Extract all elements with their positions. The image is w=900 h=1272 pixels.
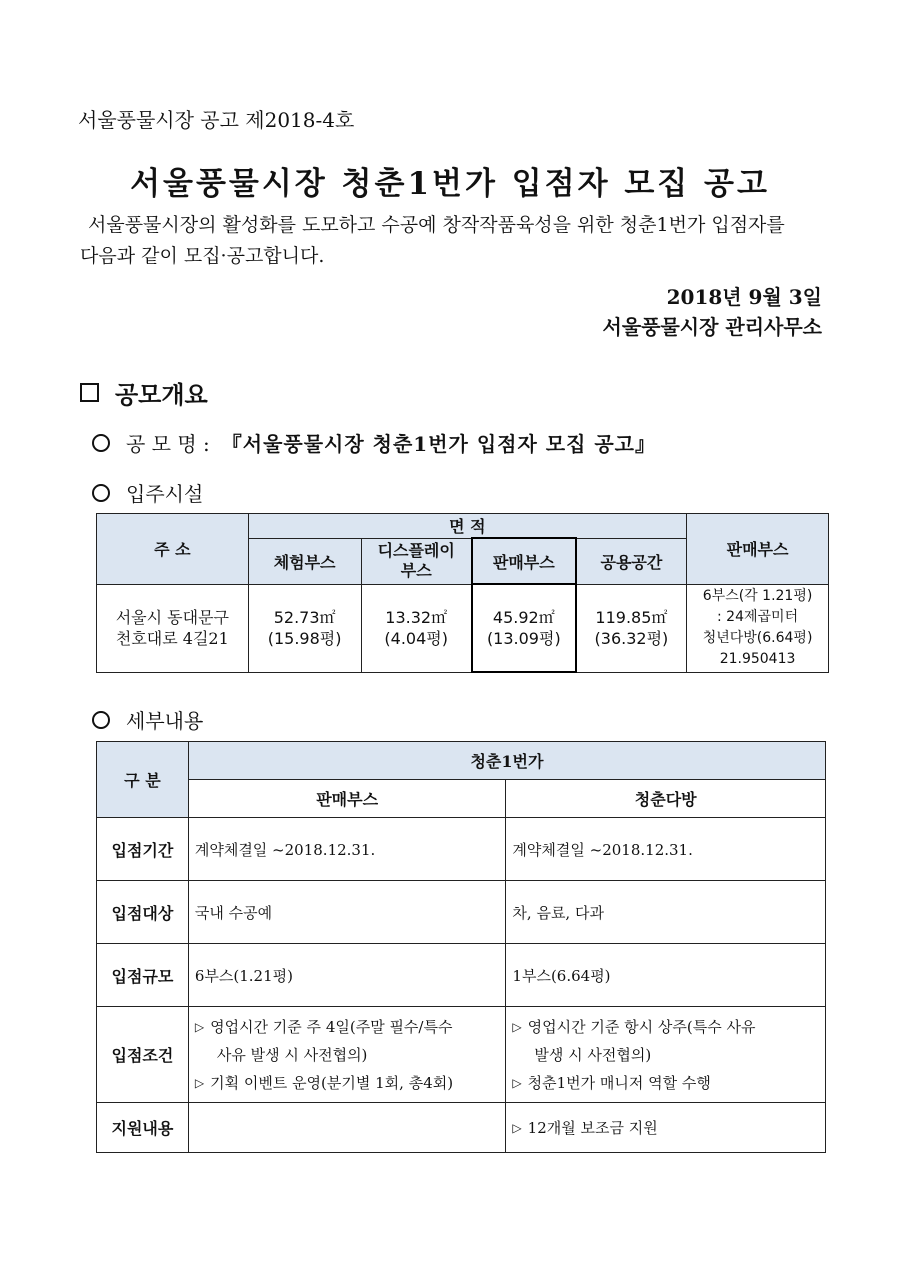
row-label: 입점조건 (97, 1007, 189, 1103)
cafe-period: 계약체결일 ~2018.12.31. (506, 818, 826, 881)
condition-item (195, 1013, 506, 1041)
condition-text: 영업시간 기준 주 4일(주말 필수/특수 (210, 1017, 453, 1036)
area-sqm: 13.32㎡ (385, 608, 448, 627)
circle-bullet-icon (92, 434, 110, 452)
category-header: 구 분 (97, 742, 189, 818)
intro-line-1: 서울풍물시장의 활성화를 도모하고 수공예 창작작품육성을 위한 청춘1번가 입점자를 (88, 214, 785, 236)
address-cell (97, 584, 249, 672)
contest-label: 공 모 명 : (126, 432, 210, 456)
facility-label: 입주시설 (126, 482, 204, 506)
area-experience (248, 584, 361, 672)
area-display (361, 584, 472, 672)
booth-line: 청년다방(6.64평) (702, 630, 813, 646)
facility-row (92, 478, 203, 507)
condition-text: 사유 발생 시 사전협의) (216, 1045, 368, 1064)
section-heading-text: 공모개요 (115, 380, 208, 409)
area-pyeong: (15.98평) (267, 629, 342, 648)
area-sales (472, 584, 576, 672)
booth-line: 6부스(각 1.21평) (702, 588, 813, 604)
detail-table (96, 741, 826, 1153)
announcement-date: 2018년 9월 3일 (666, 285, 822, 309)
condition-text: 영업시간 기준 항시 상주(특수 사유 (527, 1017, 756, 1036)
area-sqm: 52.73㎡ (273, 608, 336, 627)
circle-bullet-icon (92, 484, 110, 502)
row-label: 입점기간 (97, 818, 189, 881)
area-pyeong: (13.09평) (486, 629, 561, 648)
booth-detail (687, 584, 829, 672)
sales-period: 계약체결일 ~2018.12.31. (188, 818, 506, 881)
area-col-display: 디스플레이 부스 (361, 538, 472, 584)
triangle-bullet-icon: ▷ (512, 1075, 522, 1090)
cafe-support (506, 1103, 826, 1153)
col-header-cafe: 청춘다방 (506, 780, 826, 818)
condition-item (512, 1013, 825, 1041)
triangle-bullet-icon: ▷ (194, 1075, 205, 1090)
cafe-target: 차, 음료, 다과 (506, 881, 826, 944)
area-pyeong: (4.04평) (384, 629, 448, 648)
intro-line-2: 다음과 같이 모집·공고합니다. (80, 245, 325, 267)
detail-label: 세부내용 (126, 709, 204, 733)
area-common (576, 584, 687, 672)
address-line: 천호대로 4길21 (115, 629, 229, 648)
booth-header: 판매부스 (687, 514, 829, 585)
area-col-common: 공용공간 (576, 538, 687, 584)
support-item (512, 1114, 825, 1142)
booth-line: : 24제곱미터 (717, 609, 799, 625)
address-line: 서울시 동대문구 (115, 608, 229, 627)
intro-paragraph (80, 210, 830, 272)
condition-item (512, 1069, 825, 1097)
section-heading (80, 375, 208, 410)
sales-support (188, 1103, 506, 1153)
contest-name: 『서울풍물시장 청춘1번가 입점자 모집 공고』 (221, 432, 656, 456)
detail-row (92, 705, 203, 734)
triangle-bullet-icon: ▷ (194, 1019, 205, 1034)
condition-item (195, 1041, 506, 1069)
condition-text: 기획 이벤트 운영(분기별 1회, 총4회) (210, 1073, 454, 1092)
row-label: 지원내용 (97, 1103, 189, 1153)
booth-line: 21.950413 (719, 651, 796, 667)
address-header: 주 소 (97, 514, 249, 585)
group-header: 청춘1번가 (188, 742, 825, 780)
sales-conditions (188, 1007, 506, 1103)
condition-item (195, 1069, 506, 1097)
square-bullet-icon (80, 383, 99, 402)
sales-scale: 6부스(1.21평) (188, 944, 506, 1007)
notice-number: 서울풍물시장 공고 제2018-4호 (78, 108, 355, 132)
area-col-experience: 체험부스 (248, 538, 361, 584)
issuing-office: 서울풍물시장 관리사무소 (602, 315, 822, 339)
area-sqm: 45.92㎡ (492, 608, 555, 627)
page-title: 서울풍물시장 청춘1번가 입점자 모집 공고 (130, 166, 770, 202)
cafe-scale: 1부스(6.64평) (506, 944, 826, 1007)
triangle-bullet-icon: ▷ (512, 1120, 522, 1135)
area-header: 면 적 (248, 514, 686, 539)
sales-target: 국내 수공예 (188, 881, 506, 944)
condition-item (512, 1041, 825, 1069)
contest-name-row (92, 428, 656, 457)
area-pyeong: (36.32평) (594, 629, 669, 648)
area-sqm: 119.85㎡ (595, 608, 668, 627)
support-text: 12개월 보조금 지원 (527, 1118, 658, 1137)
row-label: 입점규모 (97, 944, 189, 1007)
condition-text: 발생 시 사전협의) (534, 1045, 652, 1064)
condition-text: 청춘1번가 매니저 역할 수행 (527, 1073, 711, 1092)
facility-table (96, 513, 829, 673)
row-label: 입점대상 (97, 881, 189, 944)
col-header-sales: 판매부스 (188, 780, 506, 818)
area-col-sales: 판매부스 (472, 538, 576, 584)
cafe-conditions (506, 1007, 826, 1103)
triangle-bullet-icon: ▷ (512, 1019, 522, 1034)
circle-bullet-icon (92, 711, 110, 729)
